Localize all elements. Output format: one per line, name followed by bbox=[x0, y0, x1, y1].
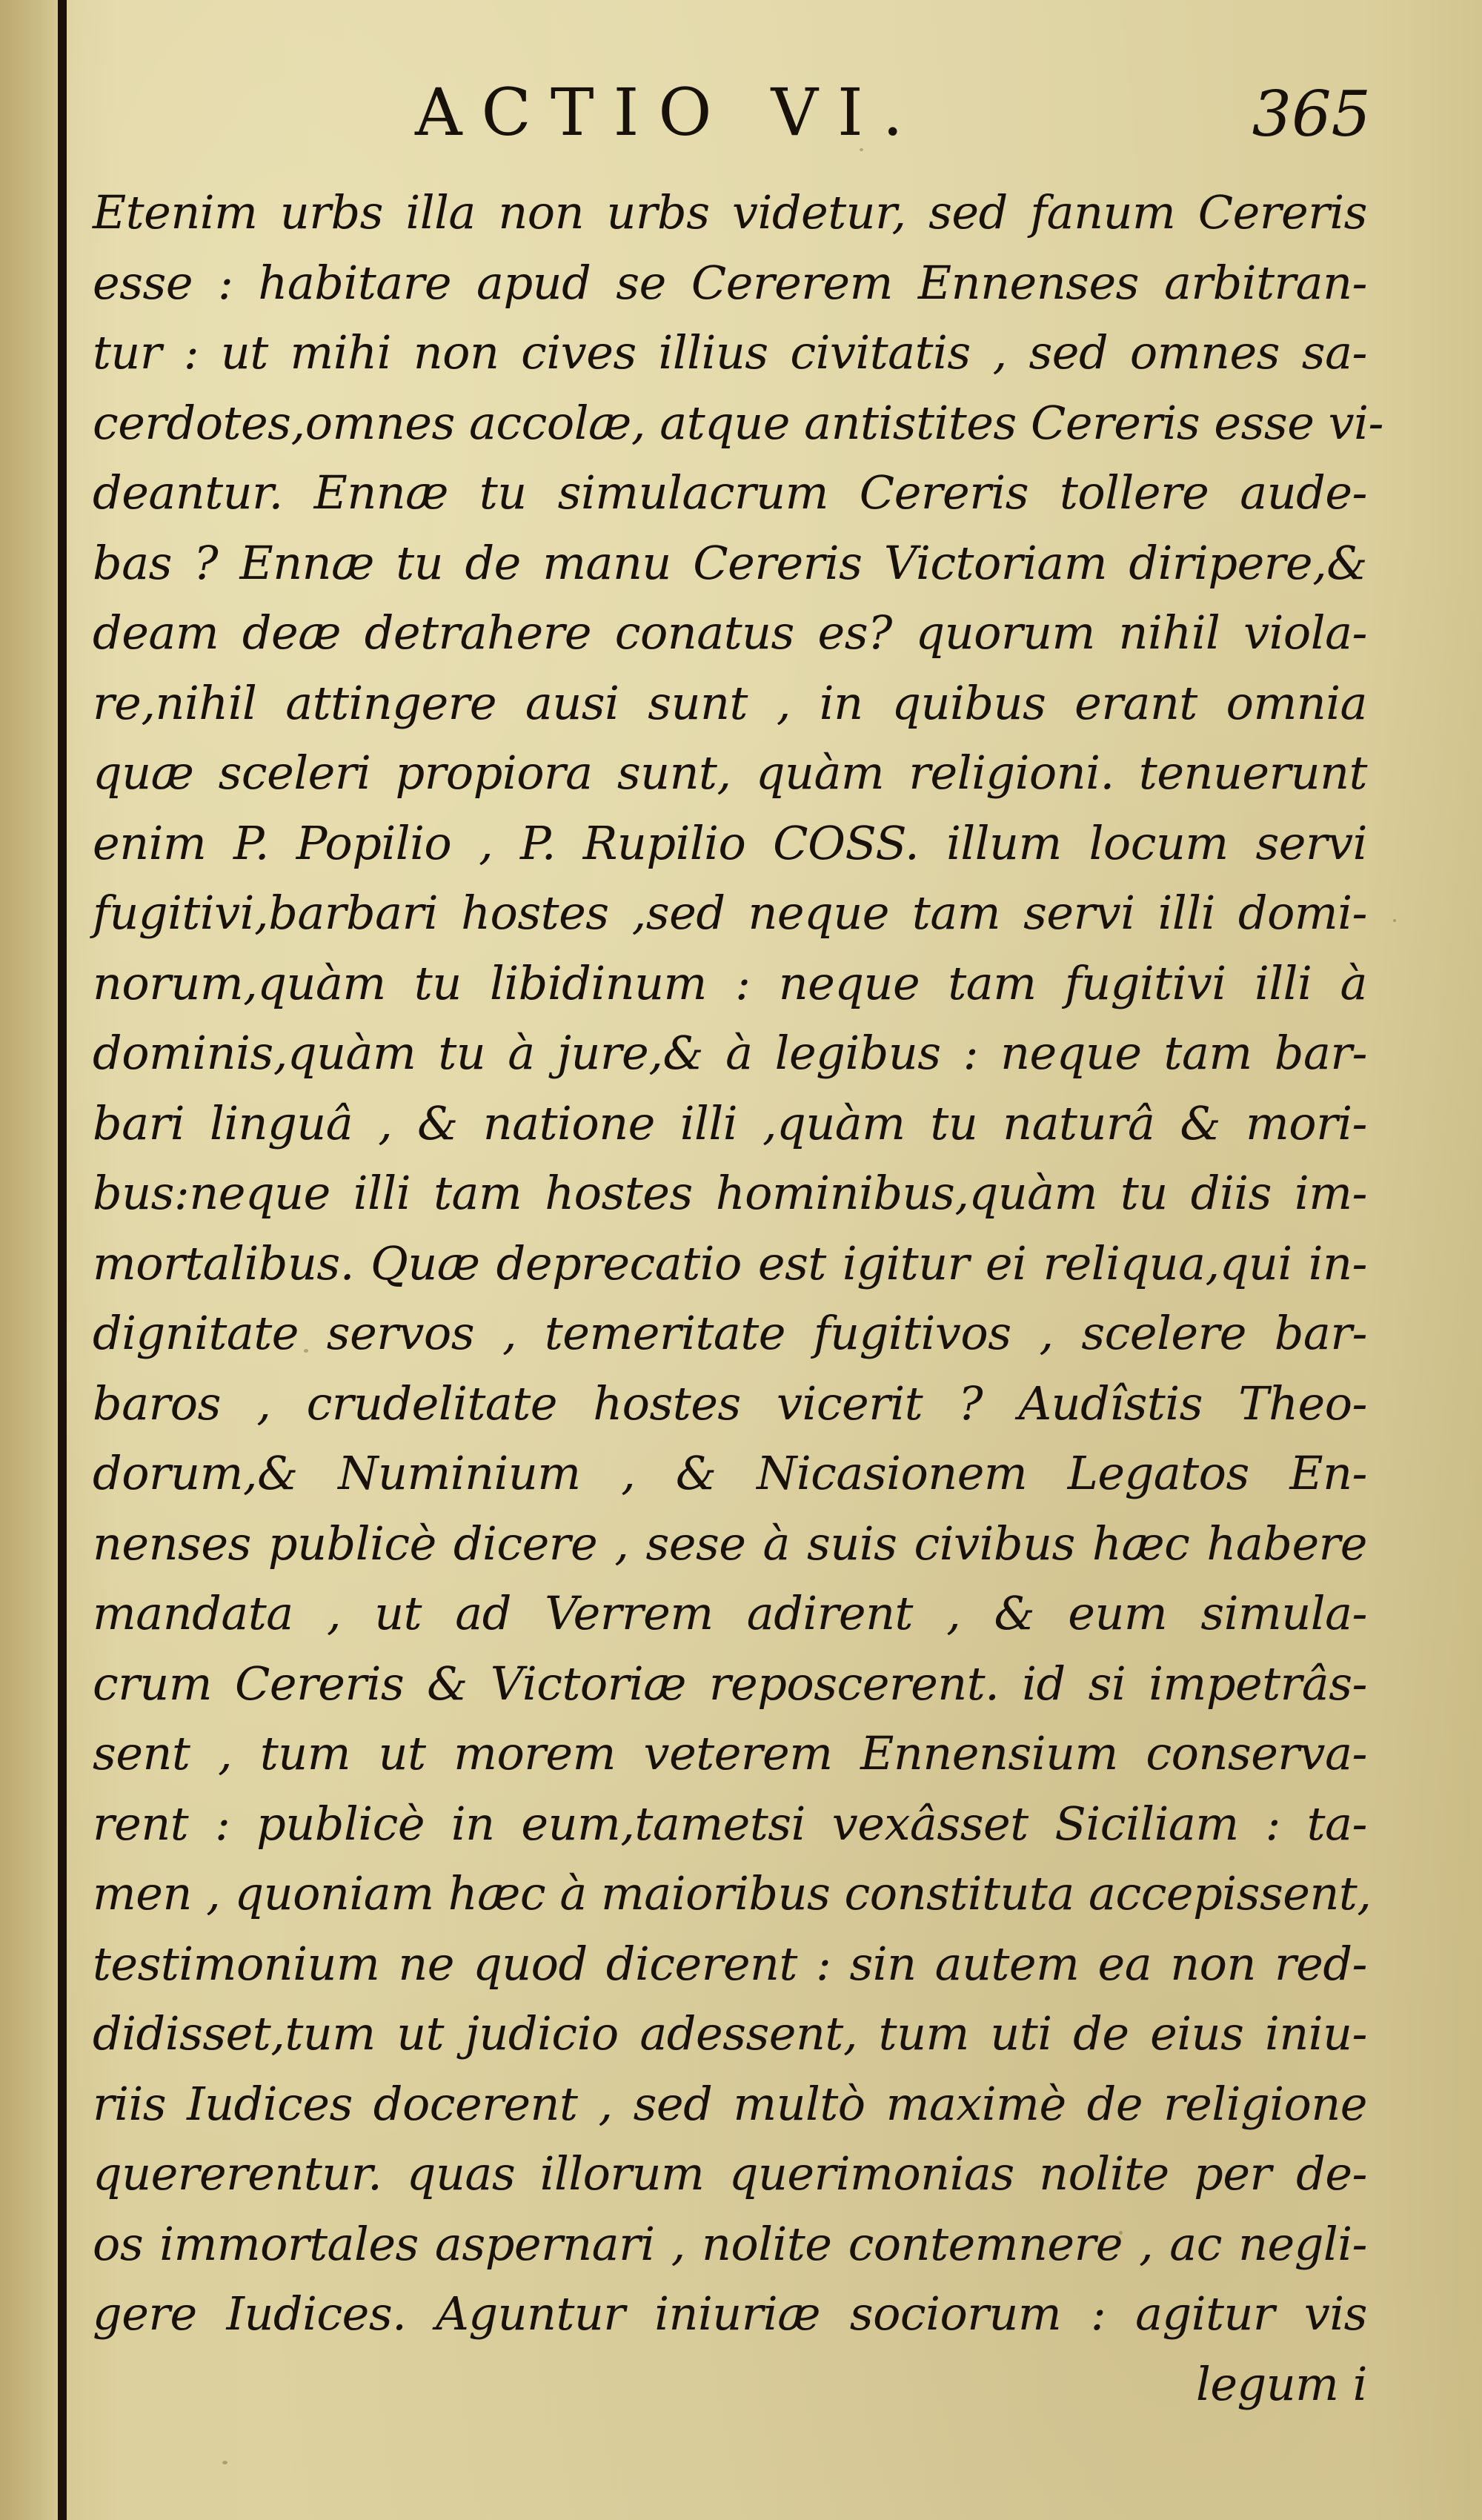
text-line: Etenim urbs illa non urbs videtur, sed fanum Cereris bbox=[93, 185, 1367, 239]
text-line: mandata , ut ad Verrem adirent , & eum simula- bbox=[93, 1586, 1367, 1640]
text-line: nenses publicè dicere , sese à suis civibus hæc habere bbox=[93, 1516, 1367, 1571]
paper-speck bbox=[1393, 919, 1396, 922]
text-line: baros , crudelitate hostes vicerit ? Audîstis Theo- bbox=[93, 1376, 1367, 1430]
text-line: bas ? Ennæ tu de manu Cereris Victoriam diripere,& bbox=[93, 535, 1367, 590]
text-line: bus:neque illi tam hostes hominibus,quàm tu diis im- bbox=[93, 1166, 1367, 1220]
text-line: tur : ut mihi non cives illius civitatis , sed omnes sa- bbox=[93, 325, 1367, 379]
paper-speck bbox=[860, 148, 863, 151]
paper-speck bbox=[222, 2461, 227, 2464]
text-line: quererentur. quas illorum querimonias nolite per de- bbox=[93, 2146, 1367, 2201]
text-line: mortalibus. Quæ deprecatio est igitur ei reliqua,qui in- bbox=[93, 1236, 1367, 1290]
text-line: crum Cereris & Victoriæ reposcerent. id si impetrâs- bbox=[93, 1656, 1367, 1711]
page-spine bbox=[0, 0, 58, 2520]
paper-speck bbox=[304, 1349, 308, 1353]
text-line: bari linguâ , & natione illi ,quàm tu naturâ & mori- bbox=[93, 1095, 1367, 1150]
body-text bbox=[93, 178, 1383, 2419]
text-line: norum,quàm tu libidinum : neque tam fugitivi illi à bbox=[93, 955, 1367, 1010]
text-line: enim P. Popilio , P. Rupilio COSS. illum locum servi bbox=[93, 815, 1367, 870]
gutter-rule bbox=[58, 0, 67, 2520]
running-head: ACTIO VI. bbox=[415, 74, 923, 150]
paper-speck bbox=[1119, 2231, 1123, 2235]
text-line: didisset,tum ut judicio adessent, tum uti de eius iniu- bbox=[93, 2006, 1367, 2060]
text-line: os immortales aspernari , nolite contemnere , ac negli- bbox=[93, 2216, 1367, 2271]
page-number: 365 bbox=[1252, 78, 1371, 150]
text-line: esse : habitare apud se Cererem Ennenses arbitran- bbox=[93, 255, 1367, 310]
text-line: sent , tum ut morem veterem Ennensium conserva- bbox=[93, 1726, 1367, 1780]
text-line: testimonium ne quod dicerent : sin autem ea non red- bbox=[93, 1936, 1367, 1991]
text-line: cerdotes,omnes accolæ, atque antistites Cereris esse vi- bbox=[93, 395, 1383, 450]
text-line: dominis,quàm tu à jure,& à legibus : neque tam bar- bbox=[93, 1026, 1367, 1080]
text-line: re,nihil attingere ausi sunt , in quibus erant omnia bbox=[93, 675, 1367, 730]
text-line: deantur. Ennæ tu simulacrum Cereris tollere aude- bbox=[93, 465, 1367, 520]
text-line: rent : publicè in eum,tametsi vexâsset Siciliam : ta- bbox=[93, 1796, 1367, 1851]
text-line: deam deæ detrahere conatus es? quorum nihil viola- bbox=[93, 606, 1367, 660]
text-line: riis Iudices docerent , sed multò maximè de religione bbox=[93, 2076, 1367, 2131]
text-line: quæ sceleri propiora sunt, quàm religioni. tenuerunt bbox=[93, 746, 1367, 800]
text-line: fugitivi,barbari hostes ,sed neque tam servi illi domi- bbox=[93, 886, 1367, 940]
text-line: dorum,& Numinium , & Nicasionem Legatos En- bbox=[93, 1446, 1367, 1500]
text-line: men , quoniam hæc à maioribus constituta accepissent, bbox=[93, 1866, 1372, 1920]
catchword: legum i bbox=[1196, 2356, 1367, 2411]
text-line: dignitate servos , temeritate fugitivos , scelere bar- bbox=[93, 1306, 1367, 1360]
text-line: gere Iudices. Aguntur iniuriæ sociorum : agitur vis bbox=[93, 2287, 1367, 2341]
